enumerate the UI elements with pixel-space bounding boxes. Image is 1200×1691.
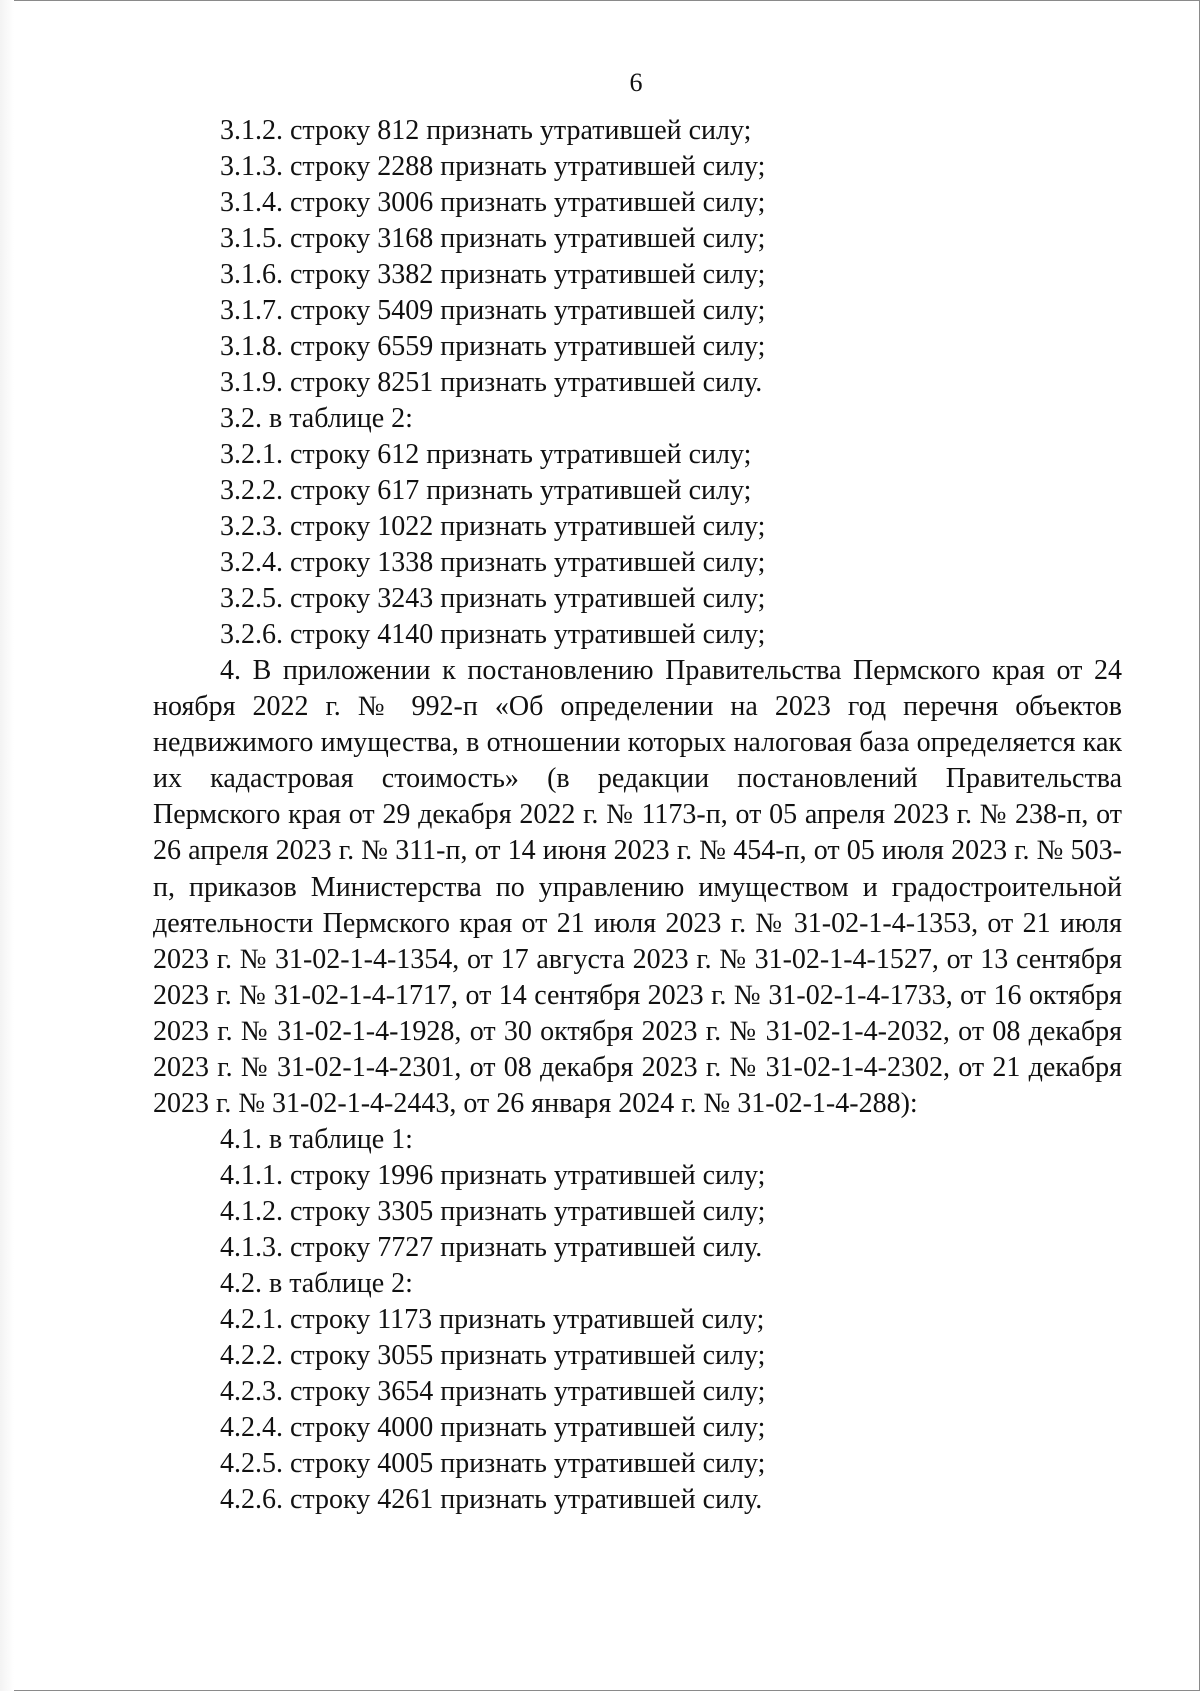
list-item: 3.2.1. строку 612 признать утратившей силу;	[220, 439, 752, 470]
list-item: 4.2.4. строку 4000 признать утратившей силу;	[220, 1412, 766, 1444]
list-item: 3.1.3. строку 2288 признать утратившей силу;	[220, 151, 766, 182]
list-item: 4.2.1. строку 1173 признать утратившей силу;	[220, 1304, 765, 1336]
list-item: 3.1.8. строку 6559 признать утратившей силу;	[220, 331, 766, 362]
list-item: 3.1.5. строку 3168 признать утратившей силу;	[220, 223, 766, 254]
list-item: 3.2. в таблице 2:	[220, 403, 413, 434]
page-number: 6	[629, 68, 643, 97]
list-item: 3.2.6. строку 4140 признать утратившей силу;	[220, 619, 766, 650]
list-item: 4.1. в таблице 1:	[220, 1124, 413, 1156]
list-item: 3.1.6. строку 3382 признать утратившей силу;	[220, 259, 766, 290]
list-item: 4.1.2. строку 3305 признать утратившей силу;	[220, 1196, 766, 1228]
list-item: 3.2.4. строку 1338 признать утратившей силу;	[220, 547, 766, 578]
list-item: 3.2.2. строку 617 признать утратившей силу;	[220, 475, 752, 506]
list-item: 4.2.3. строку 3654 признать утратившей силу;	[220, 1376, 766, 1408]
list-item: 4.2.2. строку 3055 признать утратившей силу;	[220, 1340, 766, 1372]
list-item: 3.2.5. строку 3243 признать утратившей силу;	[220, 583, 766, 614]
paragraph-4: 4. В приложении к постановлению Правительства Пермского края от 24 ноября 2022 г. № 992-п «Об определении на 2023 год перечня объектов недвижимого имущества, в отношении которых налоговая база определяется как их кадастровая стоимость» (в редакции постановлений Правительства Пермского края от 29 декабря 2022 г. № 1173-п, от 05 апреля 2023 г. № 238-п, от 26 апреля 2023 г. № 311-п, от 14 июня 2023 г. № 454-п, от 05 июля 2023 г. № 503-п, приказов Министерства по управлению имуществом и градостроительной деятельности Пермского края от 21 июля 2023 г. № 31-02-1-4-1353, от 21 июля 2023 г. № 31-02-1-4-1354, от 17 августа 2023 г. № 31-02-1-4-1527, от 13 сентября 2023 г. № 31-02-1-4-1717, от 14 сентября 2023 г. № 31-02-1-4-1733, от 16 октября 2023 г. № 31-02-1-4-1928, от 30 октября 2023 г. № 31-02-1-4-2032, от 08 декабря 2023 г. № 31-02-1-4-2301, от 08 декабря 2023 г. № 31-02-1-4-2302, от 21 декабря 2023 г. № 31-02-1-4-2443, от 26 января 2024 г. № 31-02-1-4-288):	[153, 655, 1122, 1120]
list-item: 3.1.2. строку 812 признать утратившей силу;	[220, 115, 752, 146]
list-item: 3.1.9. строку 8251 признать утратившей силу.	[220, 367, 763, 398]
section-4-list	[153, 1122, 1122, 1518]
section-3-list	[153, 113, 1122, 653]
list-item: 4.2. в таблице 2:	[220, 1268, 413, 1300]
list-item: 4.2.5. строку 4005 признать утратившей силу;	[220, 1448, 766, 1480]
list-item: 3.1.7. строку 5409 признать утратившей силу;	[220, 295, 766, 326]
list-item: 3.1.4. строку 3006 признать утратившей силу;	[220, 187, 766, 218]
list-item: 3.2.3. строку 1022 признать утратившей силу;	[220, 511, 766, 542]
scan-edge	[0, 0, 14, 1691]
list-item: 4.1.3. строку 7727 признать утратившей силу.	[220, 1232, 763, 1264]
list-item: 4.2.6. строку 4261 признать утратившей силу.	[220, 1484, 763, 1516]
list-item: 4.1.1. строку 1996 признать утратившей силу;	[220, 1160, 766, 1192]
document-body	[153, 113, 1122, 1518]
